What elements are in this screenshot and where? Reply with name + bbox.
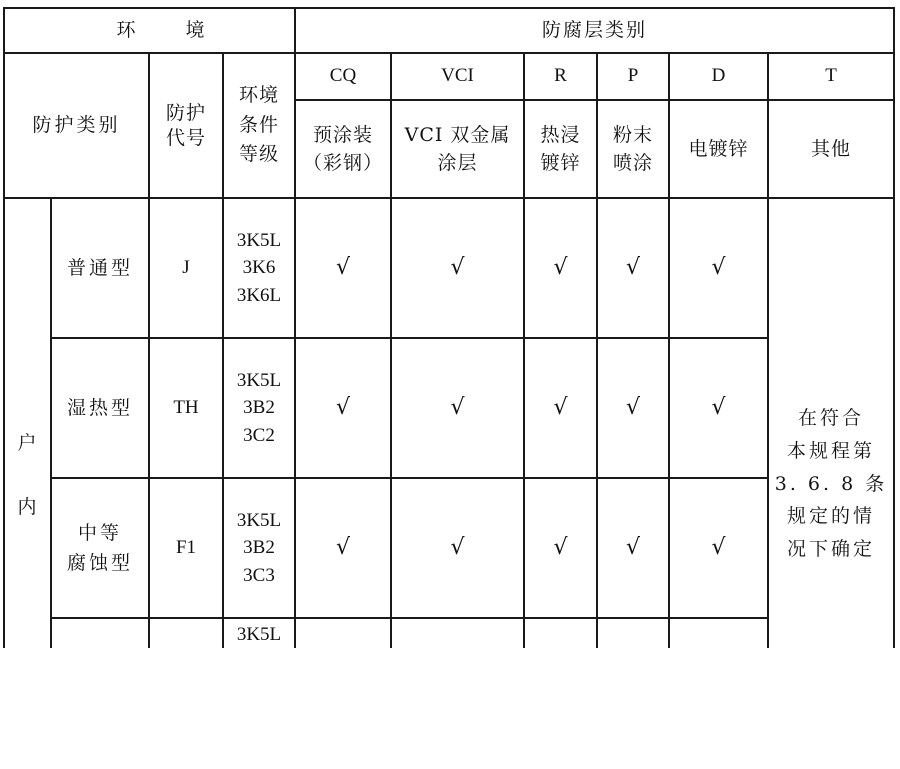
row-3-levels: 3K5L 3B2 3C3 bbox=[236, 509, 282, 586]
row-2-mark-vci: √ bbox=[450, 394, 465, 420]
row-1-mark-r: √ bbox=[553, 254, 568, 280]
row-1-type: 普通型 bbox=[66, 256, 133, 279]
row-3-code: F1 bbox=[175, 536, 197, 558]
header-protection-code: 防护 代号 bbox=[165, 102, 206, 149]
row-1-code: J bbox=[182, 256, 190, 278]
header-condition-level: 环境 条件 等级 bbox=[238, 84, 279, 166]
header-coating-category: 防腐层类别 bbox=[541, 19, 647, 42]
header-environment: 环 境 bbox=[116, 19, 227, 42]
other-note: 在符合 本规程第 3. 6. 8 条 规定的情 况下确定 bbox=[774, 407, 888, 560]
group-label-indoor: 户 内 bbox=[17, 431, 38, 519]
type-name-vci: VCI 双金属 涂层 bbox=[404, 123, 511, 174]
row-2-code: TH bbox=[173, 396, 199, 418]
type-code-p: P bbox=[627, 65, 639, 87]
row-4-levels: 3K5L bbox=[236, 624, 282, 645]
type-code-cq: CQ bbox=[329, 65, 357, 87]
rule-row-3 bbox=[50, 617, 767, 619]
type-name-p: 粉末 喷涂 bbox=[612, 123, 653, 174]
type-code-r: R bbox=[554, 65, 567, 87]
row-1-mark-d: √ bbox=[711, 254, 726, 280]
type-code-vci: VCI bbox=[441, 65, 474, 87]
header-protection-category: 防护类别 bbox=[32, 114, 121, 137]
row-1-levels: 3K5L 3K6 3K6L bbox=[236, 229, 282, 306]
row-2-type: 湿热型 bbox=[66, 396, 133, 419]
row-2-mark-d: √ bbox=[711, 394, 726, 420]
row-3-mark-r: √ bbox=[553, 534, 568, 560]
row-3-type: 中等 腐蚀型 bbox=[66, 521, 133, 574]
type-code-d: D bbox=[711, 65, 726, 87]
row-1-mark-vci: √ bbox=[450, 254, 465, 280]
row-3-mark-vci: √ bbox=[450, 534, 465, 560]
row-2-levels: 3K5L 3B2 3C2 bbox=[236, 369, 282, 446]
type-name-r: 热浸 镀锌 bbox=[540, 123, 581, 174]
type-name-t: 其他 bbox=[810, 137, 851, 160]
type-name-d: 电镀锌 bbox=[688, 137, 749, 160]
row-2-mark-cq: √ bbox=[335, 394, 351, 420]
type-code-t: T bbox=[825, 65, 837, 87]
row-3-mark-cq: √ bbox=[335, 534, 351, 560]
row-1-mark-cq: √ bbox=[335, 254, 351, 280]
row-1-mark-p: √ bbox=[625, 254, 641, 280]
rule-right bbox=[893, 7, 895, 648]
row-2-mark-r: √ bbox=[553, 394, 568, 420]
type-name-cq: 预涂装 （彩钢） bbox=[302, 123, 383, 174]
row-3-mark-d: √ bbox=[711, 534, 726, 560]
row-3-mark-p: √ bbox=[625, 534, 641, 560]
row-2-mark-p: √ bbox=[625, 394, 641, 420]
